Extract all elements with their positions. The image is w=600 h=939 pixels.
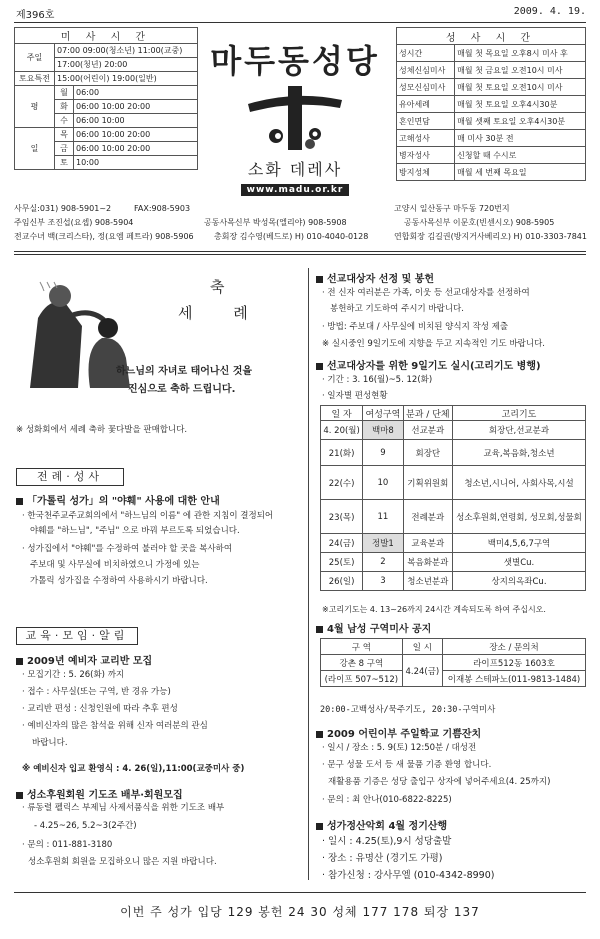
male-mass-text: 4월 남성 구역미사 공지 <box>327 624 432 635</box>
prayer-cell: 샛별Cu. <box>452 553 585 572</box>
bullet-square-icon <box>316 363 323 370</box>
male-mass-date: 4.24(금) <box>402 655 442 687</box>
sacrament-label: 유아세례 <box>397 96 455 113</box>
sacrament-label: 방지성체 <box>397 164 455 181</box>
pastor-contact: 주임신부 조진섭(요셉) 908-5904 <box>14 218 134 227</box>
mission-item1-title <box>316 270 434 285</box>
church-name: 마두동성당 <box>210 42 380 80</box>
hiking-line: · 참가신청 : 강사무엘 (010-4342-8990) <box>322 870 495 881</box>
prayer-cell: 2 <box>363 553 403 572</box>
fax-number: FAX:908-5903 <box>134 204 191 213</box>
weekday-times: 06:00 <box>73 86 197 100</box>
male-mass-header: 장소 / 문의처 <box>443 639 586 655</box>
weekday-times: 10:00 <box>73 156 197 170</box>
liturgy-line: 주보대 및 사무실에 비치하였으니 가정에 있는 <box>30 560 200 570</box>
prayer-cell: 24(금) <box>321 534 363 553</box>
education-line: · 예비신자의 많은 참석을 위해 신자 여러분의 관심 <box>22 721 208 731</box>
children-line: · 일시 / 장소 : 5. 9(토) 12:50분 / 대성전 <box>322 743 477 753</box>
hymn-numbers-footer: 이번 주 성가 입당 129 봉헌 24 30 성체 177 178 퇴장 137 <box>120 905 480 919</box>
catechumen-welcome-note: ※ 예비신자 입교 환영식 : 4. 26(일),11:00(교중미사 중) <box>22 764 245 774</box>
prayer-cell: 백마8 <box>363 421 403 440</box>
sacrament-label: 고해성사 <box>397 130 455 147</box>
prayer-cell: 정발1 <box>363 534 403 553</box>
prayer-cell: 22(수) <box>321 466 363 500</box>
patron-saint: 소화 데레사 <box>247 160 343 179</box>
bullet-square-icon <box>16 498 23 505</box>
baptism-illustration <box>20 268 280 418</box>
prayer-cell: 성소후원회,연령회, 성모회,성물회 <box>452 500 585 534</box>
table-row <box>321 553 586 572</box>
hiking-title <box>316 817 447 832</box>
prayer-cell: 전례분과 <box>403 500 452 534</box>
weekday-day: 수 <box>54 114 73 128</box>
liturgy-item-title <box>16 492 220 507</box>
prayer-col-header: 고리기도 <box>452 406 585 421</box>
contact-block <box>14 202 586 244</box>
sunday-label: 주일 <box>15 44 55 72</box>
mission-item2-title <box>316 357 541 372</box>
issue-header <box>14 6 586 20</box>
council-contact: 연합회장 김길권(방지거사베리오) H) 010-3303-7841 <box>394 232 587 241</box>
prayer-cell: 회장단 <box>403 440 452 466</box>
liturgy-line: 가톨릭 성가집을 수정하여 사용하시기 바랍니다. <box>30 576 208 586</box>
education-item1-title <box>16 652 152 667</box>
male-mass-place: 라이프512동 1603호 <box>443 655 586 671</box>
footer-rule <box>14 892 586 893</box>
table-row <box>321 421 586 440</box>
prayer-col-header: 여성구역 <box>363 406 403 421</box>
liturgy-line: 야훼를 "하느님", "주님" 으로 바꿔 부르도록 되었습니다. <box>30 526 240 536</box>
prayer-cell: 10 <box>363 466 403 500</box>
children-line: · 문구 성물 도서 등 새 물품 기증 환영 합니다. <box>322 760 492 770</box>
male-mass-contact: 이재봉 스테파노(011-9813-1484) <box>443 671 586 687</box>
education-line: 성소후원회 회원을 모집하오니 많은 지원 바랍니다. <box>28 857 217 867</box>
contacts-rule-2 <box>14 254 586 255</box>
sacrament-value: 매월 첫 목요일 오후8시 미사 후 <box>455 45 586 62</box>
sunday-line-2: 17:00(청년) 20:00 <box>54 58 197 72</box>
sacrament-value: 매월 첫 토요일 오전10시 미사 <box>455 79 586 96</box>
liturgy-line: · 성가집에서 "야훼"를 수정하여 불러야 할 곳을 복사하여 <box>22 544 233 554</box>
mission-line: · 전 신자 여러분은 가족, 이웃 등 선교대상자를 선정하여 <box>322 288 530 298</box>
saturday-line: 15:00(어린이) 19:00(일반) <box>54 72 197 86</box>
chair-contact: 총회장 김수영(베드로) H) 010-4040-0128 <box>214 232 369 241</box>
prayer-cell: 21(화) <box>321 440 363 466</box>
weekday-times: 06:00 10:00 20:00 <box>73 100 197 114</box>
prayer-cell: 23(목) <box>321 500 363 534</box>
education-item2-text: 성소후원회원 기도조 배부·회원모집 <box>27 790 183 801</box>
prayer-col-header: 분과 / 단체 <box>403 406 452 421</box>
sacrament-value: 신청할 때 수시로 <box>455 147 586 164</box>
prayer-col-header: 일 자 <box>321 406 363 421</box>
male-mass-title <box>316 620 431 635</box>
mission-line: 봉헌하고 기도하여 주시기 바랍니다. <box>330 304 464 314</box>
prayer-cell: 선교분과 <box>403 421 452 440</box>
table-row <box>321 500 586 534</box>
church-url[interactable]: www.madu.or.kr <box>241 184 350 196</box>
weekday-day: 월 <box>54 86 73 100</box>
male-mass-header: 구 역 <box>321 639 403 655</box>
sacrament-value: 매월 셋째 토요일 오후4시30분 <box>455 113 586 130</box>
education-item1-text: 2009년 예비자 교리반 모집 <box>27 656 153 667</box>
prayer-cell: 회장단,선교분과 <box>452 421 585 440</box>
mission-item2-text: 선교대상자를 위한 9일기도 실시(고리기도 병행) <box>327 361 541 372</box>
sacrament-times-title: 성 사 시 간 <box>397 28 586 45</box>
male-mass-zone: 강촌 8 구역 <box>321 655 403 671</box>
bullet-square-icon <box>316 731 323 738</box>
weekday-day: 화 <box>54 100 73 114</box>
assistant-contact: 공동사목신부 박성목(엘리야) 908-5908 <box>204 218 347 227</box>
mission-item1-text: 선교대상자 선정 및 봉헌 <box>327 274 435 285</box>
header-rule <box>14 22 586 23</box>
nuns-contact: 전교수녀 백(크리스타), 정(요엠 페트라) 908-5906 <box>14 232 194 241</box>
sacrament-times-table <box>396 27 586 181</box>
sacrament-label: 병자성사 <box>397 147 455 164</box>
liturgy-section-title: 전례·성사 <box>16 468 124 486</box>
mass-times-title: 미 사 시 간 <box>15 28 198 44</box>
male-mass-header: 일 시 <box>402 639 442 655</box>
bullet-square-icon <box>16 792 23 799</box>
male-mass-schedule: 20:00-고백성사/묵주기도, 20:30-구역미사 <box>320 705 496 715</box>
issue-date: 2009. 4. 19. <box>513 6 586 17</box>
education-line: - 4.25~26, 5.2~3(2주간) <box>34 821 137 831</box>
weekday-times: 06:00 10:00 20:00 <box>73 128 197 142</box>
mission-line: ※ 실시중인 9일기도에 지향을 두고 지속적인 기도 바랍니다. <box>322 339 546 349</box>
prayer-cell: 교육분과 <box>403 534 452 553</box>
bullet-square-icon <box>16 658 23 665</box>
weekday-label-2: 일 <box>15 128 55 170</box>
weekday-day: 토 <box>54 156 73 170</box>
hiking-text: 성가정산악회 4월 정기산행 <box>327 821 448 832</box>
sacrament-value: 매월 세 번째 목요일 <box>455 164 586 181</box>
prayer-cell: 상지의옥좌Cu. <box>452 572 585 591</box>
education-line: · 문의 : 011-881-3180 <box>22 840 113 850</box>
mass-times-table <box>14 27 198 170</box>
weekday-times: 06:00 10:00 20:00 <box>73 142 197 156</box>
issue-number: 제396호 <box>16 10 55 21</box>
assistant2-contact: 공동사목신부 이문호(빈센시오) 908-5905 <box>404 218 555 227</box>
weekday-label-1: 평 <box>15 86 55 128</box>
church-logo <box>200 30 390 200</box>
children-line: 재활용품 기증은 성당 출입구 상자에 넣어주세요(4. 25까지) <box>328 777 551 787</box>
sacrament-label: 성시간 <box>397 45 455 62</box>
sacrament-value: 매 미사 30분 전 <box>455 130 586 147</box>
sacrament-label: 성모신심미사 <box>397 79 455 96</box>
weekday-day: 금 <box>54 142 73 156</box>
cross-rose-icon <box>240 82 350 152</box>
sacrament-value: 매월 첫 토요일 오후4시30분 <box>455 96 586 113</box>
prayer-cell: 4. 20(월) <box>321 421 363 440</box>
sacrament-value: 매월 첫 금요일 오전10시 미사 <box>455 62 586 79</box>
liturgy-line: · 한국천주교주교회의에서 "하느님의 이름" 에 관한 지침이 결정되어 <box>22 511 274 521</box>
congrats-heading-1: 축 <box>210 278 225 296</box>
education-line: · 모집기간 : 5. 26(화) 까지 <box>22 670 125 680</box>
prayer-cell: 백미4,5,6,7구역 <box>452 534 585 553</box>
education-line: · 접수 : 사무실(또는 구역, 반 경유 가능) <box>22 687 171 697</box>
prayer-cell: 복음화분과 <box>403 553 452 572</box>
column-divider <box>308 268 309 880</box>
table-row <box>321 466 586 500</box>
education-line: · 교리반 편성 : 신청인원에 따라 추후 편성 <box>22 704 178 714</box>
table-row <box>321 572 586 591</box>
male-mass-table <box>320 638 586 687</box>
children-event-text: 2009 어린이부 주일학교 기쁨잔치 <box>327 729 482 740</box>
prayer-cell: 기획위원회 <box>403 466 452 500</box>
mission-line: · 방법: 주보대 / 사무실에 비치된 양식지 작성 제출 <box>322 322 509 332</box>
congrats-heading-2: 세 례 <box>178 304 266 322</box>
prayer-cell: 9 <box>363 440 403 466</box>
congrats-line-1: 하느님의 자녀로 태어나신 것을 <box>116 366 253 377</box>
education-item2-title <box>16 786 183 801</box>
prayer-cell: 교육,복음화,청소년 <box>452 440 585 466</box>
liturgy-item-text: 「가톨릭 성가」의 "야훼" 사용에 대한 안내 <box>27 496 220 507</box>
children-event-title <box>316 725 481 740</box>
table-row <box>321 440 586 466</box>
prayer-cell: 청소년분과 <box>403 572 452 591</box>
church-address: 고양시 일산동구 마두동 720번지 <box>394 204 510 213</box>
prayer-period: · 기간 : 3. 16(월)~5. 12(화) <box>322 375 433 385</box>
children-line: · 문의 : 최 안나(010-6822-8225) <box>322 795 452 805</box>
male-mass-zone-sub: (라이프 507~512) <box>321 671 403 687</box>
sacrament-label: 성체신심미사 <box>397 62 455 79</box>
prayer-schedule-label: · 일자별 편성현황 <box>322 391 388 401</box>
sacrament-label: 혼인면담 <box>397 113 455 130</box>
saturday-label: 토요특전 <box>15 72 55 86</box>
hiking-line: · 장소 : 유명산 (경기도 가평) <box>322 853 443 864</box>
bullet-square-icon <box>316 626 323 633</box>
prayer-cell: 청소년,시니어, 사회사목,시설 <box>452 466 585 500</box>
education-section-title: 교육·모임·알림 <box>16 627 138 645</box>
education-line: 바랍니다. <box>32 738 68 748</box>
prayer-schedule-table <box>320 405 586 591</box>
office-phone: 사무실:031) 908-5901~2 <box>14 204 112 213</box>
congrats-line-2: 진심으로 축하 드립니다. <box>128 384 236 395</box>
prayer-cell: 25(토) <box>321 553 363 572</box>
table-row <box>321 534 586 553</box>
prayer-cell: 11 <box>363 500 403 534</box>
education-line: · 류동렬 펠릭스 부제님 사제서품식을 위한 기도조 배부 <box>22 803 225 813</box>
weekday-day: 목 <box>54 128 73 142</box>
contacts-rule <box>14 251 586 252</box>
bullet-square-icon <box>316 823 323 830</box>
bullet-square-icon <box>316 276 323 283</box>
weekday-times: 06:00 10:00 <box>73 114 197 128</box>
prayer-cell: 3 <box>363 572 403 591</box>
prayer-table-note: ※고리기도는 4. 13~26까지 24시간 계속되도록 하여 주십시오. <box>322 605 546 614</box>
prayer-cell: 26(일) <box>321 572 363 591</box>
flower-sale-note: ※ 성화회에서 세례 축하 꽃다발을 판매합니다. <box>16 425 188 435</box>
sunday-line-1: 07:00 09:00(청소년) 11:00(교중) <box>54 44 197 58</box>
hiking-line: · 일시 : 4.25(토),9시 성당출발 <box>322 836 452 847</box>
